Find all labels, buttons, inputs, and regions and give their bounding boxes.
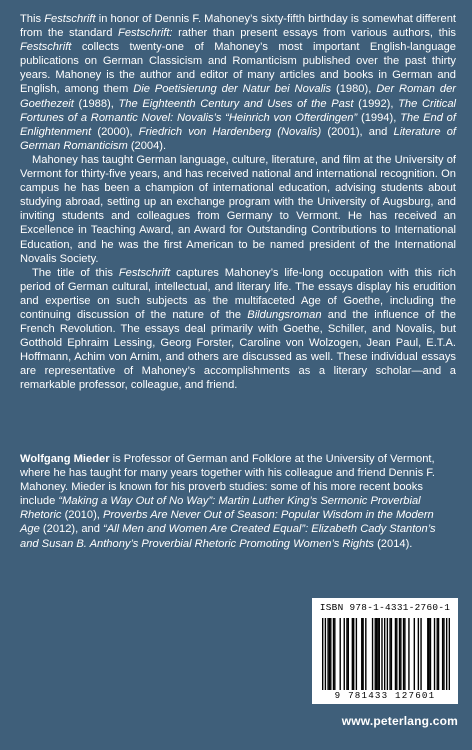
barcode-bar <box>399 618 400 690</box>
barcode-bar <box>372 618 373 690</box>
barcode-bars <box>322 618 450 690</box>
barcode-bar <box>389 618 390 690</box>
barcode-bar <box>442 618 443 690</box>
barcode-bar <box>428 618 429 690</box>
barcode-bar <box>375 618 376 690</box>
barcode-bar <box>418 618 419 690</box>
barcode-bar <box>449 618 450 690</box>
barcode-bar <box>400 618 401 690</box>
barcode-bar <box>420 618 421 690</box>
barcode-number: 9 781433 127601 <box>334 690 436 701</box>
barcode-bar <box>396 618 397 690</box>
barcode-bar <box>395 618 396 690</box>
barcode-bar <box>384 618 385 690</box>
barcode-bar <box>353 618 354 690</box>
isbn-barcode <box>312 598 458 704</box>
barcode-bar <box>344 618 345 690</box>
barcode-bar <box>327 618 328 690</box>
editor-bio <box>20 452 456 551</box>
barcode-bar <box>325 618 326 690</box>
barcode-bar <box>356 618 357 690</box>
barcode-bar <box>404 618 405 690</box>
barcode-bar <box>330 618 331 690</box>
barcode-bar <box>362 618 363 690</box>
barcode-bar <box>334 618 335 690</box>
barcode-bar <box>381 618 382 690</box>
barcode-bar <box>403 618 404 690</box>
barcode-bar <box>352 618 353 690</box>
barcode-bar <box>340 618 341 690</box>
barcode-bar <box>376 618 377 690</box>
back-cover-blurb <box>20 12 456 393</box>
barcode-bar <box>377 618 378 690</box>
barcode-bar <box>361 618 362 690</box>
barcode-bar <box>348 618 349 690</box>
blurb-paragraph-3: The title of this Festschrift captures Mahoney’s life-long occupation with this rich period of German cultural, intellectual, and literary life. The essays display his erudition and expertise on such subjects as the multifaceted Age of Goethe, including the continuing discussion of the nature of the Bildungsroman and the influence of the French Revolution. The essays deal primarily with Goethe, Schiller, and Novalis, but Gotthold Ephraim Lessing, Georg Forster, Caroline von Wolzogen, Jean Paul, E.T.A. Hoffmann, Achim von Arnim, and others are discussed as well. These individual essays are representative of Mahoney’s accomplishments as a literary scholar—and a remarkable professor, colleague, and friend. <box>20 266 456 392</box>
barcode-bar <box>408 618 409 690</box>
barcode-bar <box>427 618 428 690</box>
barcode-bar <box>434 618 435 690</box>
barcode-bar <box>446 618 447 690</box>
barcode-bar <box>443 618 444 690</box>
barcode-bar <box>414 618 415 690</box>
publisher-website: www.peterlang.com <box>341 714 458 728</box>
barcode-bar <box>391 618 392 690</box>
barcode-bar <box>387 618 388 690</box>
barcode-bar <box>329 618 330 690</box>
barcode-bar <box>379 618 380 690</box>
isbn-label: ISBN 978-1-4331-2760-1 <box>319 602 451 613</box>
barcode-bar <box>430 618 431 690</box>
blurb-paragraph-2: Mahoney has taught German language, culture, literature, and film at the University of Vermont for thirty-five years, and has received national and international recognition. On campus he has been a champion of international education, advising students about studying abroad, setting up an exchange program with the University of Augsburg, and inviting students and colleagues from Germany to Vermont. He has received an Excellence in Teaching Award, an Award for Outstanding Contributions to International Education, and he was the first American to be named president of the International Novalis Society. <box>20 153 456 265</box>
editor-name: Wolfgang Mieder <box>20 453 110 465</box>
editor-bio-paragraph <box>20 452 456 551</box>
barcode-bar <box>438 618 439 690</box>
barcode-bar <box>322 618 323 690</box>
barcode-bar <box>365 618 366 690</box>
barcode-bar <box>333 618 334 690</box>
barcode-bar <box>346 618 347 690</box>
editor-bio-text: is Professor of German and Folklore at the University of Vermont, where he has taught for many years together with his colleague and friend Dennis F. Mahoney. Mieder is known for his proverb studies: some of his more recent books include “Making a Way Out of No Way”: Martin Luther King’s Sermonic Proverbial Rhetoric (2010), Proverbs Are Never Out of Season: Popular Wisdom in the Modern Age (2012), and “All Men and Women Are Created Equal”: Elizabeth Cady Stanton’s and Susan B. Anthony’s Proverbial Rhetoric Promoting Women’s Rights (2014). <box>20 453 436 550</box>
blurb-paragraph-1: This Festschrift in honor of Dennis F. Mahoney’s sixty-fifth birthday is somewhat different from the standard Festschrift: rather than present essays from various authors, this Festschrift collects twenty-one of Mahoney’s most important English-language publications on German Classicism and Romanticism published over the past thirty years. Mahoney is the author and editor of many articles and books in German and English, among them Die Poetisierung der Natur bei Novalis (1980), Der Roman der Goethezeit (1988), The Eighteenth Century and Uses of the Past (1992), The Critical Fortunes of a Romantic Novel: Novalis’s “Heinrich von Ofterdingen” (1994), The End of Enlightenment (2000), Friedrich von Hardenberg (Novalis) (2001), and Literature of German Romanticism (2004). <box>20 13 456 152</box>
barcode-bar <box>437 618 438 690</box>
